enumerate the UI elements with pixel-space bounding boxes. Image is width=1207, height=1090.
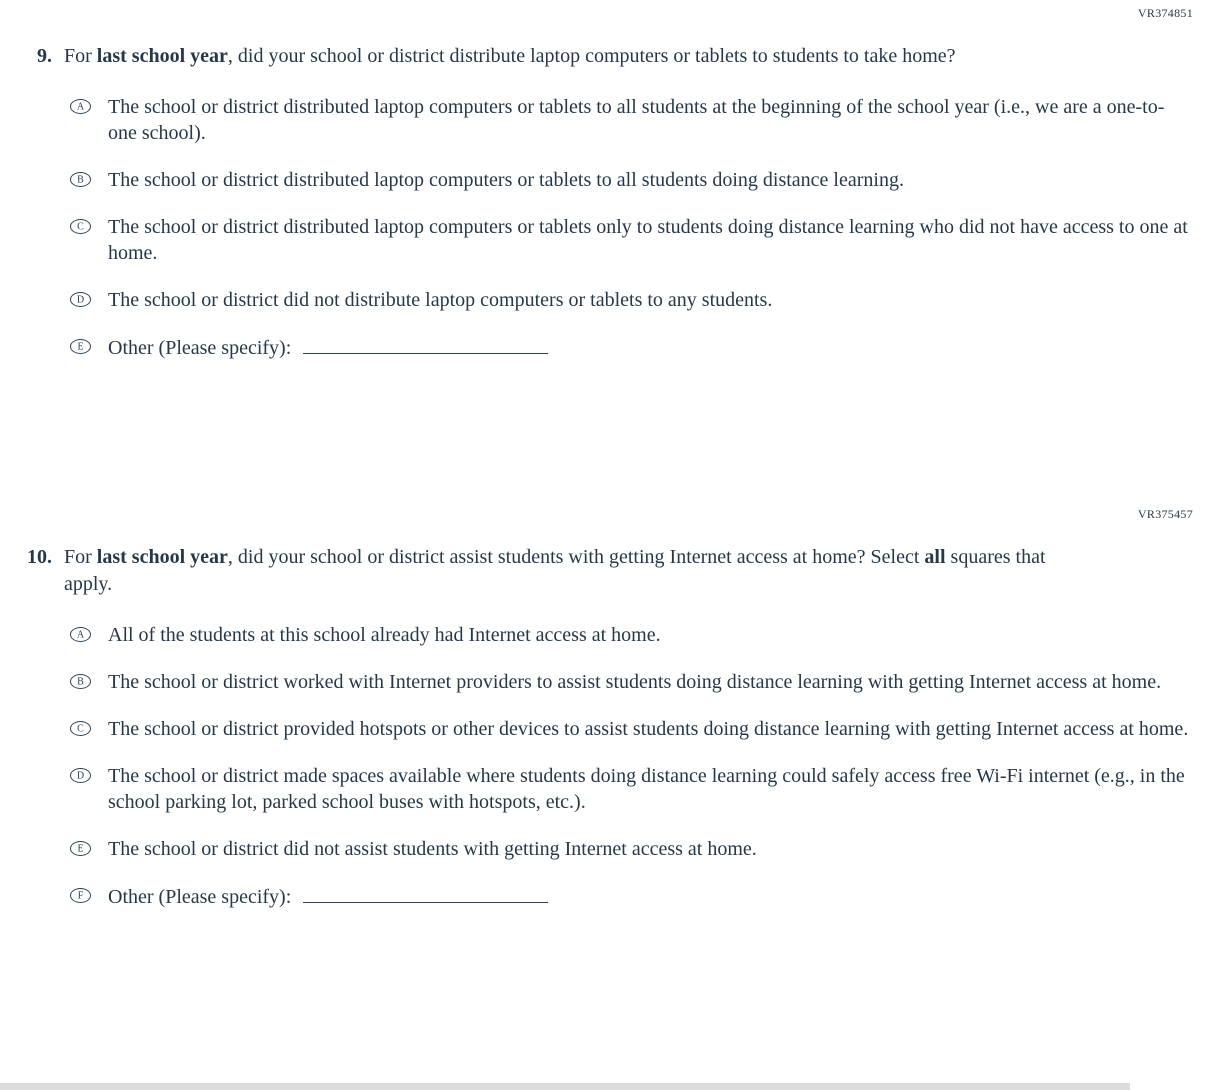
question-10-text-prefix: For (64, 546, 97, 568)
q10-option-c (70, 716, 1193, 742)
q9-option-c-bubble[interactable] (70, 219, 91, 234)
q10-option-a (70, 622, 1193, 648)
q10-option-f-letter: F (77, 890, 84, 901)
question-10-number: 10. (27, 546, 52, 568)
q10-option-f-label: Other (Please specify): (108, 886, 292, 908)
q9-option-e-text (108, 334, 1193, 361)
q9-option-e-letter: E (77, 341, 84, 352)
question-10-text-suffix: squares that apply. (64, 546, 1046, 595)
question-9-form-code: VR374851 (1137, 6, 1193, 20)
q9-option-a-bubble[interactable] (70, 99, 91, 114)
q10-option-a-letter: A (76, 629, 85, 640)
q10-option-d-letter: D (76, 770, 85, 781)
question-10-text-mid: , did your school or district assist students with getting Internet access at home? Select (227, 546, 925, 568)
q10-option-e-letter: E (77, 843, 84, 854)
question-9-text-prefix: For (64, 45, 97, 67)
q10-option-d-bubble[interactable] (70, 768, 91, 783)
q10-option-f-bubble[interactable] (70, 888, 91, 903)
q10-option-f (70, 883, 1193, 910)
question-9-text-rest: , did your school or district distribute laptop computers or tablets to students to take home? (227, 45, 956, 67)
question-10-form-code: VR375457 (1137, 507, 1193, 521)
question-9 (20, 43, 1193, 361)
q9-option-e (70, 334, 1193, 361)
question-9-text (64, 43, 1074, 70)
q10-option-c-bubble[interactable] (70, 721, 91, 736)
q10-option-d (70, 763, 1193, 815)
question-10-options (64, 622, 1193, 910)
q10-option-b-bubble[interactable] (70, 674, 91, 689)
question-10-text-bold1: last school year (96, 546, 228, 568)
q10-option-c-letter: C (77, 723, 84, 734)
q9-option-e-bubble[interactable] (70, 339, 91, 354)
q9-option-b (70, 167, 1193, 193)
question-9-options (64, 94, 1193, 361)
q9-option-e-label: Other (Please specify): (108, 337, 292, 359)
q9-option-d (70, 287, 1193, 313)
q9-option-b-label: The school or district distributed laptop computers or tablets to all students doing distance learning. (108, 169, 904, 191)
question-10 (20, 544, 1193, 910)
q10-option-b-letter: B (77, 676, 84, 687)
q10-option-e (70, 836, 1193, 862)
q9-option-c-label: The school or district distributed laptop computers or tablets only to students doing distance learning who did not have access to one at home. (108, 216, 1188, 264)
scan-edge-artifact (0, 1083, 1130, 1090)
question-9-number: 9. (37, 45, 52, 67)
q10-other-specify-input[interactable] (303, 883, 548, 903)
q10-option-b-label: The school or district worked with Internet providers to assist students doing distance learning with getting Internet access at home. (108, 671, 1162, 693)
q9-option-c-letter: C (77, 221, 84, 232)
q10-option-e-label: The school or district did not assist students with getting Internet access at home. (108, 838, 757, 860)
q9-option-a-label: The school or district distributed laptop computers or tablets to all students at the beginning of the school year (i.e., we are a one-to-one school). (108, 96, 1165, 144)
q9-option-d-label: The school or district did not distribute laptop computers or tablets to any students. (108, 289, 773, 311)
q10-option-e-bubble[interactable] (70, 841, 91, 856)
q10-option-a-bubble[interactable] (70, 627, 91, 642)
q9-option-a (70, 94, 1193, 146)
q10-option-a-label: All of the students at this school already had Internet access at home. (108, 624, 661, 646)
q9-option-d-bubble[interactable] (70, 292, 91, 307)
question-10-text-bold2: all (924, 546, 946, 568)
q10-option-d-label: The school or district made spaces available where students doing distance learning could safely access free Wi-Fi internet (e.g., in the school parking lot, parked school buses with hotspots, etc.). (108, 765, 1185, 813)
q9-option-c (70, 214, 1193, 266)
question-10-text (64, 544, 1074, 598)
q9-option-a-letter: A (76, 101, 85, 112)
q10-option-c-label: The school or district provided hotspots or other devices to assist students doing distance learning with getting Internet access at home. (108, 718, 1189, 740)
q9-option-d-letter: D (76, 294, 85, 305)
q9-option-b-letter: B (77, 174, 84, 185)
q10-option-f-text (108, 883, 1193, 910)
q9-option-b-bubble[interactable] (70, 172, 91, 187)
q10-option-b (70, 669, 1193, 695)
q9-other-specify-input[interactable] (303, 334, 548, 354)
question-9-body (64, 43, 1193, 361)
question-10-body (64, 544, 1193, 910)
question-9-text-bold: last school year (96, 45, 228, 67)
